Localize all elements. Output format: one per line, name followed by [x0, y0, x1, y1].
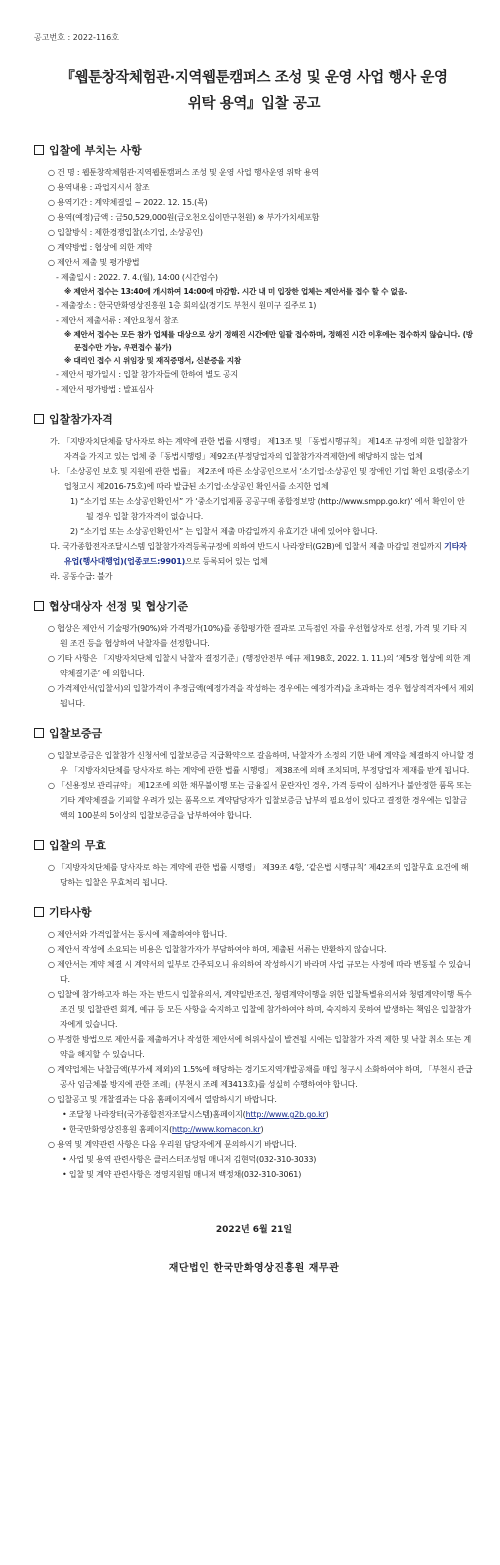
checkbox-square-icon — [34, 907, 44, 917]
list-item: • 한국만화영상진흥원 홈페이지(http://www.komacon.kr) — [62, 1125, 264, 1134]
submit-date: - 제출일시 : 2022. 7. 4.(월), 14:00 (시간엄수) — [56, 273, 218, 282]
list-item: • 조달청 나라장터(국가종합전자조달시스템)홈페이지(http://www.g2b.go.kr) — [62, 1110, 329, 1119]
signature: 재단법인 한국만화영상진흥원 재무관 — [168, 1263, 340, 1274]
list-item: ○ 입찰방식 : 제한경쟁입찰(소기업, 소상공인) — [48, 228, 203, 237]
submit-docs: - 제안서 제출서류 : 제안요청서 참조 — [56, 316, 179, 325]
list-item: ○ 가격제안서(입찰서)의 입찰가격이 추정금액(예정가격을 작성하는 경우에는 예정가격)을 초과하는 경우 협상적격자에서 제외됩니다. — [48, 684, 474, 708]
section-other — [34, 905, 474, 1182]
page-title — [34, 65, 474, 117]
list-item: 다. 국가종합전자조달시스템 입찰참가자격등록규정에 의하여 반드시 나라장터(G2B)에 입찰서 제출 마감일 전일까지 기타자유업(행사대행업)(업종코드:9901)으로 등록되어 있는 업체 — [50, 542, 467, 566]
list-item: ○ 계약업체는 낙찰금액(부가세 제외)의 1.5%에 해당하는 경기도지역개발공채를 매입 청구시 소화하여야 하며, 「부천시 관급공사 임금체불 방지에 관한 조례」(부천시 조례 제3413호)를 성실히 수행하여야 합니다. — [48, 1065, 473, 1089]
announcement-date: 2022년 6월 21일 — [215, 1225, 293, 1235]
list-item: 1) “소기업 또는 소상공인확인서” 가 ‘중소기업제품 공공구매 종합정보망 (http://www.smpp.go.kr)’ 에서 확인이 안 될 경우 입찰 참가자격이 없습니다. — [70, 497, 465, 521]
section-eligibility — [34, 412, 474, 584]
checkbox-square-icon — [34, 840, 44, 850]
list-item: ○ 건 명 : 웹툰창작체험관·지역웹툰캠퍼스 조성 및 운영 사업 행사운영 위탁 용역 — [48, 168, 319, 177]
list-item: 2) “소기업 또는 소상공인확인서” 는 입찰서 제출 마감일까지 유효기간 내에 있어야 합니다. — [70, 527, 378, 536]
list-item: • 입찰 및 계약 관련사항은 경영지원팀 매니저 백정채(032-310-3061) — [62, 1170, 302, 1179]
list-item: ○ 협상은 제안서 기술평가(90%)와 가격평가(10%)를 종합평가한 결과로 고득점인 자를 우선협상자로 선정, 가격 및 기타 지원 조건 등을 협상하여 낙찰자를 선정합니다. — [48, 624, 468, 648]
list-item: ○ 계약방법 : 협상에 의한 계약 — [48, 243, 152, 252]
eval-date: - 제안서 평가일시 : 입찰 참가자들에 한하여 별도 공지 — [56, 370, 239, 379]
list-item: ○ 제안서 작성에 소요되는 비용은 입찰참가자가 부담하여야 하며, 제출된 서류는 반환하지 않습니다. — [48, 945, 387, 954]
section-bid-details — [34, 143, 474, 397]
checkbox-square-icon — [34, 728, 44, 738]
komacon-link[interactable]: http://www.komacon.kr — [172, 1125, 261, 1134]
list-item: ○ 「신용정보 관리규약」 제12조에 의한 채무불이행 또는 금융질서 문란자인 경우, 가격 등락이 심하거나 불안정한 품목 또는 기타 계약체결을 기피할 우려가 있는 품목으로 계약담당자가 입찰보증금 납부의 필요성이 있다고 결정한 경우에는 입찰금액의 100분의 5이상의 입찰보증금을 납부하여야 합니다. — [48, 781, 472, 820]
section-heading: 기타사항 — [34, 905, 474, 921]
notice-number: 공고번호 : 2022-116호 — [34, 33, 119, 42]
list-item: ○ 용역(예정)금액 : 금50,529,000원(금오천오십이만구천원) ※ 부가가치세포함 — [48, 213, 320, 222]
list-item: ○ 입찰에 참가하고자 하는 자는 반드시 입찰유의서, 계약일반조건, 청렴계약이행을 위한 입찰특별유의서와 청렴계약이행 특수조건 및 입찰관련 회계, 예규 등 모든 사항을 숙지하고 입찰에 참가하여야 하며, 숙지하지 못하여 발생하는 책임은 입찰참가자에게 있습니다. — [48, 990, 472, 1029]
section-heading: 입찰에 부치는 사항 — [34, 143, 474, 159]
note: ※ 대리인 접수 시 위임장 및 재직증명서, 신분증을 지참 — [64, 356, 241, 365]
note: ※ 제안서 접수는 13:40에 개시하여 14:00에 마감함. 시간 내 미 입장한 업체는 제안서를 접수 할 수 없음. — [64, 287, 408, 296]
title-line-1: 『웹툰창작체험관·지역웹툰캠퍼스 조성 및 운영 사업 행사 운영 — [60, 70, 448, 86]
checkbox-square-icon — [34, 601, 44, 611]
submit-place: - 제출장소 : 한국만화영상진흥원 1층 회의실(경기도 부천시 원미구 길주로 1) — [56, 301, 317, 310]
checkbox-square-icon — [34, 145, 44, 155]
list-item: ○ 제안서 제출 및 평가방법 — [48, 258, 140, 267]
g2b-link[interactable]: http://www.g2b.go.kr — [245, 1110, 326, 1119]
list-item: ○ 용역기간 : 계약체결일 ~ 2022. 12. 15.(목) — [48, 198, 208, 207]
section-heading: 협상대상자 선정 및 협상기준 — [34, 599, 474, 615]
section-negotiation — [34, 599, 474, 711]
list-item: ○ 용역 및 계약관련 사항은 다음 우리원 담당자에게 문의하시기 바랍니다. — [48, 1140, 297, 1149]
list-item: ○ 「지방자치단체를 당사자로 하는 계약에 관한 법률 시행령」 제39조 4항, ‘같은법 시행규칙’ 제42조의 입찰무효 요건에 해당하는 입찰은 무효처리 됩니다. — [48, 863, 469, 887]
eval-method: - 제안서 평가방법 : 발표심사 — [56, 385, 154, 394]
section-heading: 입찰의 무효 — [34, 838, 474, 854]
list-item: ○ 제안서는 계약 체결 시 계약서의 일부로 간주되오니 유의하여 작성하시기 바라며 사업 규모는 사정에 따라 변동될 수 있습니다. — [48, 960, 472, 984]
section-heading: 입찰보증금 — [34, 726, 474, 742]
list-item: ○ 제안서와 가격입찰서는 동시에 제출하여야 합니다. — [48, 930, 227, 939]
section-invalid-bid — [34, 838, 474, 890]
list-item: • 사업 및 용역 관련사항은 클러스터조성팀 매니저 김현덕(032-310-3033) — [62, 1155, 317, 1164]
title-line-2: 위탁 용역』입찰 공고 — [187, 96, 321, 112]
list-item: 라. 공동수급: 불가 — [50, 572, 113, 581]
list-item: ○ 입찰보증금은 입찰참가 신청서에 입찰보증금 지급확약으로 갈음하며, 낙찰자가 소정의 기한 내에 계약을 체결하지 아니할 경우 「지방자치단체를 당사자로 하는 계약에 관한 법률 시행령」 제38조에 의해 조치되며, 부정당업자 제재를 받게 됩니다. — [48, 751, 474, 775]
list-item: 가. 「지방자치단체를 당사자로 하는 계약에 관한 법률 시행령」 제13조 및 「동법시행규칙」 제14조 규정에 의한 입찰참가자격을 가지고 있는 업체 중「동법시행령」제92조(부정당업자의 입찰참가자격제한)에 해당하지 않는 업체 — [50, 437, 468, 461]
list-item: 나. 「소상공인 보호 및 지원에 관한 법률」 제2조에 따른 소상공인으로서 ‘소기업·소상공인 및 장애인 기업 확인 요령(중소기업청고시 제2016-75호)에 따라 발급된 소기업·소상공인 확인서를 소지한 업체 — [50, 467, 470, 491]
list-item: ○ 부정한 방법으로 제안서를 제출하거나 작성한 제안서에 허위사실이 발견될 시에는 입찰참가 자격 제한 및 낙찰 취소 또는 계약을 해지할 수 있습니다. — [48, 1035, 472, 1059]
section-bid-bond — [34, 726, 474, 823]
list-item: ○ 용역내용 : 과업지시서 참조 — [48, 183, 150, 192]
industry-code-highlight: 기타자유업(행사대행업)(업종코드:9901) — [64, 542, 467, 566]
list-item: ○ 기타 사항은 「지방자치단체 입찰시 낙찰자 결정기준」(행정안전부 예규 제198호, 2022. 1. 11.)의 ‘제5장 협상에 의한 계약체결기준’ 에 의합니다. — [48, 654, 471, 678]
list-item: ○ 입찰공고 및 개찰결과는 다음 홈페이지에서 열람하시기 바랍니다. — [48, 1095, 277, 1104]
checkbox-square-icon — [34, 414, 44, 424]
section-heading: 입찰참가자격 — [34, 412, 474, 428]
note: ※ 제안서 접수는 모든 참가 업체를 대상으로 상기 정해진 시간에만 일괄 접수하며, 정해진 시간 이후에는 접수하지 않습니다. (방문접수만 가능, 우편접수 불가) — [64, 330, 473, 352]
